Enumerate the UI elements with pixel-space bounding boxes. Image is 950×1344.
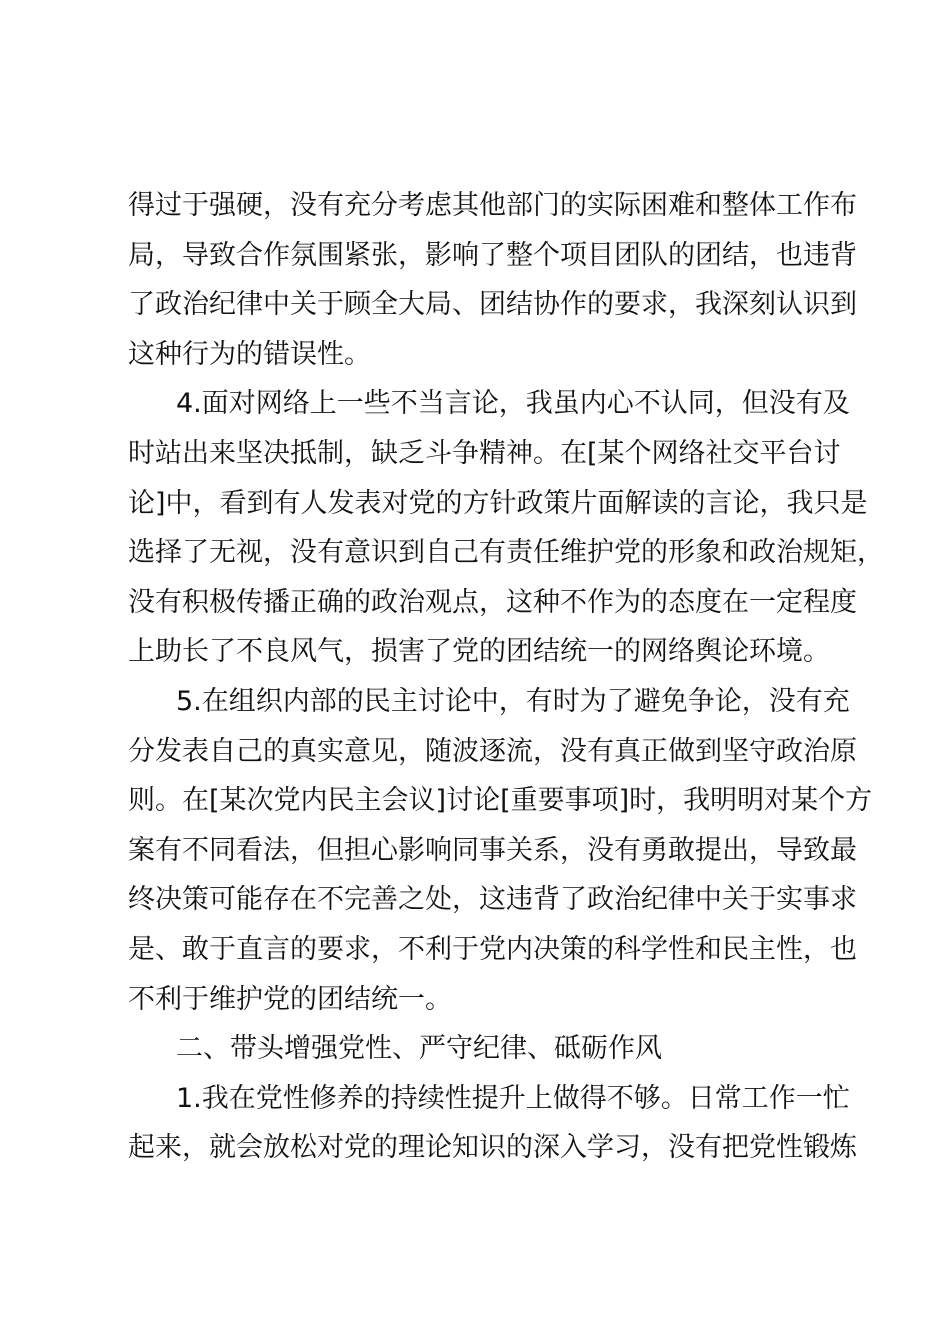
section-heading: 二、带头增强党性、严守纪律、砥砺作风 xyxy=(176,1033,662,1065)
paragraph-start-line: 5.在组织内部的民主讨论中，有时为了避免争论，没有充 xyxy=(176,685,850,717)
text-line: 论]中，看到有人发表对党的方针政策片面解读的言论，我只是 xyxy=(128,487,868,519)
text-line: 终决策可能存在不完善之处，这违背了政治纪律中关于实事求 xyxy=(128,884,857,916)
text-line: 则。在[某次党内民主会议]讨论[重要事项]时，我明明对某个方 xyxy=(128,785,873,817)
text-line: 局，导致合作氛围紧张，影响了整个项目团队的团结，也违背 xyxy=(128,239,857,271)
text-line: 得过于强硬，没有充分考虑其他部门的实际困难和整体工作布 xyxy=(128,190,857,221)
paragraph-start-line: 4.面对网络上一些不当言论，我虽内心不认同，但没有及 xyxy=(176,388,850,420)
text-line: 这种行为的错误性。 xyxy=(128,338,371,370)
text-line: 不利于维护党的团结统一。 xyxy=(128,983,452,1015)
text-line: 起来，就会放松对党的理论知识的深入学习，没有把党性锻炼 xyxy=(128,1132,857,1164)
paragraph-start-line: 1.我在党性修养的持续性提升上做得不够。日常工作一忙 xyxy=(176,1082,850,1114)
text-line: 时站出来坚决抵制，缺乏斗争精神。在[某个网络社交平台讨 xyxy=(128,437,841,469)
text-line: 选择了无视，没有意识到自己有责任维护党的形象和政治规矩， xyxy=(128,537,884,569)
text-line: 是、敢于直言的要求，不利于党内决策的科学性和民主性，也 xyxy=(128,933,857,965)
text-line: 上助长了不良风气，损害了党的团结统一的网络舆论环境。 xyxy=(128,636,830,668)
document-body xyxy=(128,181,884,1173)
text-line: 分发表自己的真实意见，随波逐流，没有真正做到坚守政治原 xyxy=(128,735,857,767)
text-line: 没有积极传播正确的政治观点，这种不作为的态度在一定程度 xyxy=(128,586,857,618)
text-line: 案有不同看法，但担心影响同事关系，没有勇敢提出，导致最 xyxy=(128,834,857,866)
text-line: 了政治纪律中关于顾全大局、团结协作的要求，我深刻认识到 xyxy=(128,289,857,321)
